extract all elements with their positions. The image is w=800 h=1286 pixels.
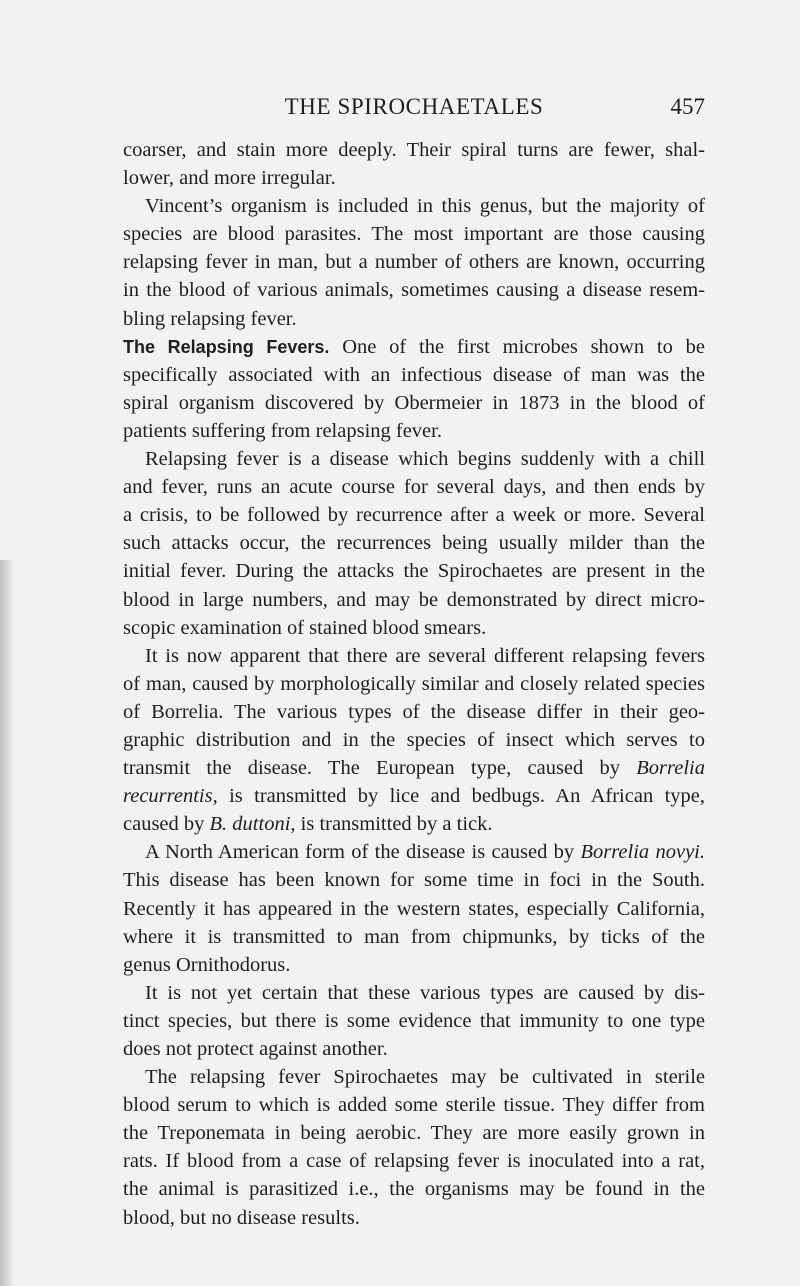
text-line <box>123 754 705 782</box>
line-text: and fever, runs an acute course for several days, and then ends by <box>123 476 705 499</box>
text-line <box>123 1035 705 1063</box>
page-edge-shadow <box>0 560 14 1286</box>
text-line <box>123 951 705 979</box>
line-text: This disease has been known for some time in foci in the South. <box>123 869 705 892</box>
text-line <box>123 1175 705 1203</box>
line-text: rats. If blood from a case of relapsing fever is inoculated into a rat, <box>123 1150 705 1173</box>
line-text: blood, but no disease results. <box>123 1206 360 1229</box>
text-line <box>123 389 705 417</box>
text-line <box>123 810 705 838</box>
line-text: patients suffering from relapsing fever. <box>123 419 442 442</box>
text-line <box>123 1063 705 1091</box>
text-line <box>123 501 705 529</box>
text-line <box>123 1204 705 1232</box>
text-line <box>123 614 705 642</box>
line-text: lower, and more irregular. <box>123 167 336 190</box>
line-text: coarser, and stain more deeply. Their spiral turns are fewer, shal- <box>123 139 705 161</box>
line-text: where it is transmitted to man from chipmunks, by ticks of the <box>123 925 705 948</box>
line-text: the Treponemata in being aerobic. They are more easily grown in <box>123 1122 705 1145</box>
line-text: transmit the disease. The European type, caused by <box>123 757 637 780</box>
line-text: does not protect against another. <box>123 1038 388 1060</box>
line-text: relapsing fever in man, but a number of others are known, occurring <box>123 251 705 274</box>
line-text: A North American form of the disease is caused by <box>145 841 581 864</box>
line-text: The relapsing fever Spirochaetes may be cultivated in sterile <box>145 1066 705 1089</box>
italic-term: Borrelia novyi. <box>580 841 705 864</box>
line-text: of Borrelia. The various types of the disease differ in their geo- <box>123 700 705 723</box>
line-text: initial fever. During the attacks the Spirochaetes are present in the <box>123 560 705 583</box>
line-text: It is not yet certain that these various types are caused by dis- <box>145 981 705 1004</box>
text-line <box>123 417 705 445</box>
text-line <box>123 1007 705 1035</box>
text-line <box>123 333 705 361</box>
line-text: species are blood parasites. The most important are those causing <box>123 223 705 246</box>
line-text: Relapsing fever is a disease which begins suddenly with a chill <box>145 448 705 471</box>
text-line <box>123 1119 705 1147</box>
text-line <box>123 445 705 473</box>
text-line <box>123 923 705 951</box>
line-text: genus Ornithodorus. <box>123 953 291 976</box>
text-line <box>123 698 705 726</box>
text-line <box>123 248 705 276</box>
italic-term: B. duttoni, <box>209 813 296 836</box>
line-text: tinct species, but there is some evidence that immunity to one type <box>123 1009 705 1032</box>
text-line <box>123 1091 705 1119</box>
line-text: graphic distribution and in the species of insect which serves to <box>123 728 705 751</box>
line-text: such attacks occur, the recurrences being usually milder than the <box>123 532 705 555</box>
line-text: bling relapsing fever. <box>123 307 297 330</box>
line-text: blood in large numbers, and may be demonstrated by direct micro- <box>123 588 705 611</box>
text-line <box>123 164 705 192</box>
italic-term: recurrentis, <box>123 785 218 808</box>
text-line <box>123 529 705 557</box>
text-line <box>123 726 705 754</box>
text-line <box>123 1147 705 1175</box>
text-line <box>123 361 705 389</box>
text-line <box>123 473 705 501</box>
text-line <box>123 782 705 810</box>
running-title: THE SPIROCHAETALES <box>284 94 544 119</box>
text-line <box>123 838 705 866</box>
text-line <box>123 979 705 1007</box>
page-number: 457 <box>670 94 705 119</box>
running-header <box>123 92 705 122</box>
line-text: It is now apparent that there are several different relapsing fevers <box>145 644 705 667</box>
line-text: Recently it has appeared in the western states, especially California, <box>123 897 705 920</box>
line-text: a crisis, to be followed by recurrence after a week or more. Several <box>123 504 705 527</box>
line-text: blood serum to which is added some sterile tissue. They differ from <box>123 1094 705 1117</box>
text-line <box>123 557 705 585</box>
text-line <box>123 670 705 698</box>
line-text: scopic examination of stained blood smears. <box>123 616 487 639</box>
text-line <box>123 895 705 923</box>
line-text: specifically associated with an infectious disease of man was the <box>123 363 705 386</box>
text-line <box>123 642 705 670</box>
line-text: caused by <box>123 813 210 836</box>
section-heading: The Relapsing Fevers. <box>123 336 330 357</box>
text-line <box>123 136 705 164</box>
body-text <box>123 136 705 1232</box>
line-text: is transmitted by lice and bedbugs. An African type, <box>217 785 705 808</box>
text-line <box>123 866 705 894</box>
italic-term: Borrelia <box>636 757 705 780</box>
line-text: One of the first microbes shown to be <box>329 335 705 358</box>
line-text: Vincent’s organism is included in this genus, but the majority of <box>145 195 705 218</box>
line-text: is transmitted by a tick. <box>295 813 493 836</box>
text-line <box>123 192 705 220</box>
text-line <box>123 220 705 248</box>
text-line <box>123 586 705 614</box>
line-text: spiral organism discovered by Obermeier in 1873 in the blood of <box>123 391 705 414</box>
text-line <box>123 305 705 333</box>
line-text: of man, caused by morphologically similar and closely related species <box>123 672 705 695</box>
line-text: the animal is parasitized i.e., the organisms may be found in the <box>123 1178 705 1201</box>
text-line <box>123 276 705 304</box>
line-text: in the blood of various animals, sometimes causing a disease resem- <box>123 279 705 302</box>
